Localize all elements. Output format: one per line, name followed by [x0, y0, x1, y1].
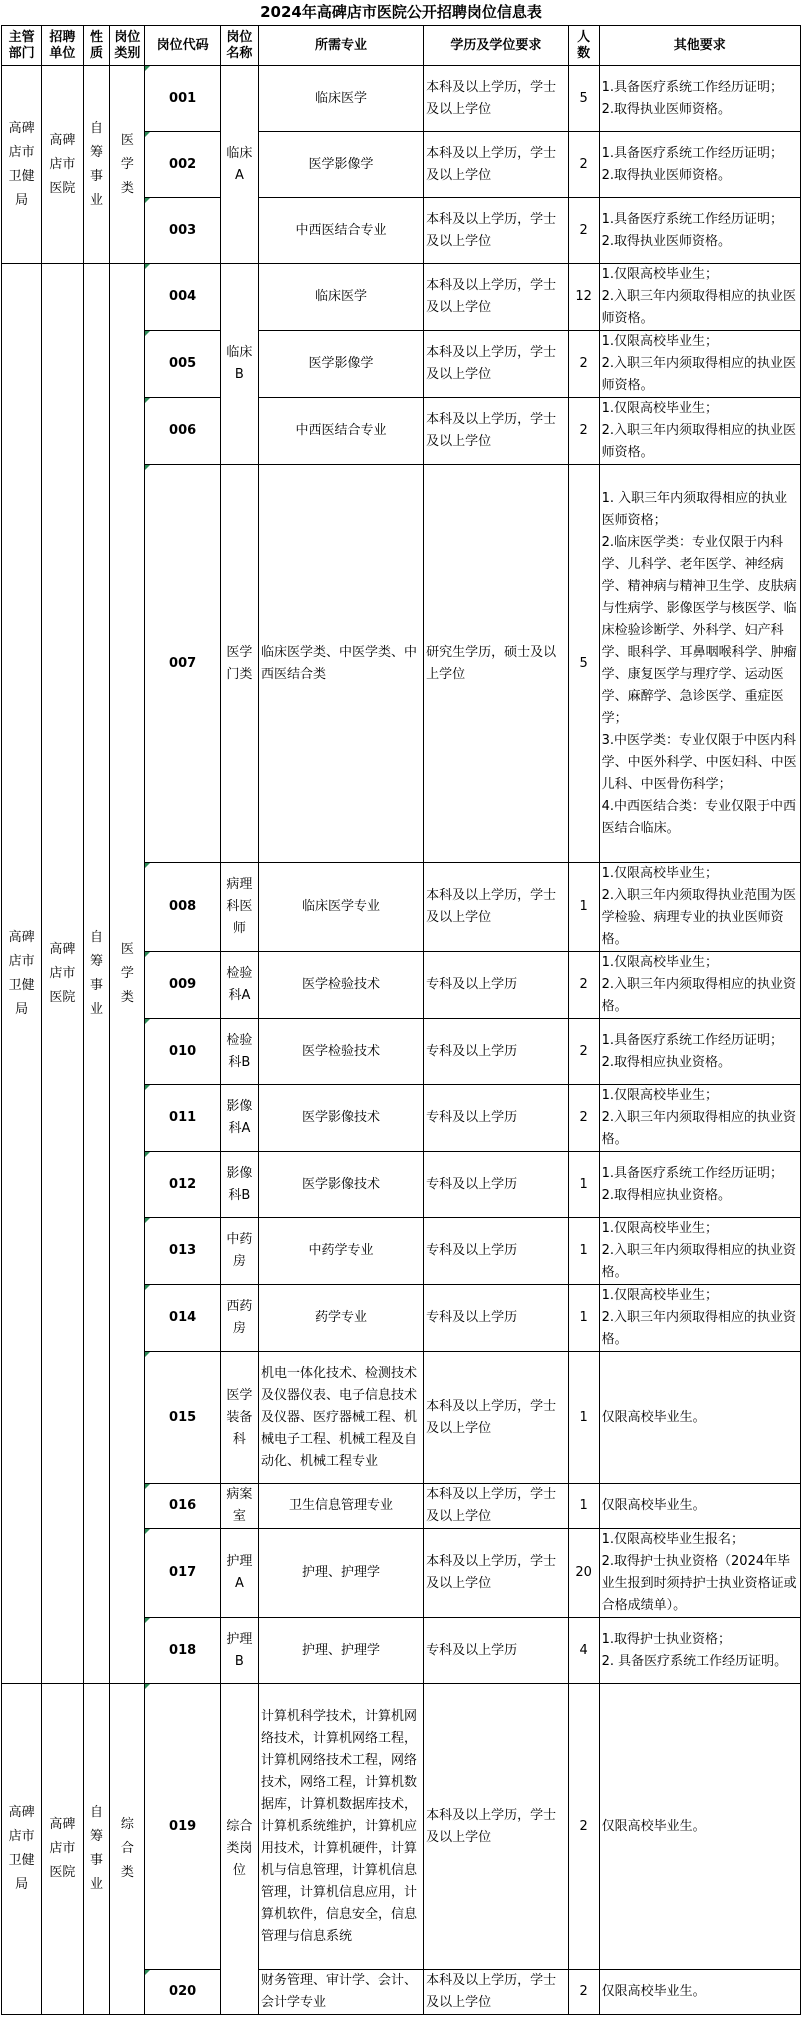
table-row — [2, 264, 801, 331]
major-cell: 护理、护理学 — [258, 1529, 423, 1618]
position-code-cell: 014 — [145, 1285, 220, 1352]
header-count: 人数 — [568, 26, 599, 66]
position-code-cell: 002 — [145, 132, 220, 198]
other-requirements-cell: 1. 入职三年内须取得相应的执业医师资格； 2.临床医学类：专业仅限于内科学、儿科学、老年医学、神经病学、精神病与精神卫生学、皮肤病与性病学、影像医学与核医学、临床检验诊断学、外科学、妇产科学、眼科学、耳鼻咽喉科学、肿瘤学、康复医学与理疗学、运动医学、麻醉学、急诊医学、重症医学； 3.中医学类：专业仅限于中医内科学、中医外科学、中医妇科、中医儿科、中医骨伤科学； 4.中西医结合类：专业仅限于中西医结合临床。 — [599, 465, 800, 863]
education-cell: 研究生学历，硕士及以上学位 — [424, 465, 569, 863]
header-row — [2, 26, 801, 66]
major-cell: 临床医学 — [258, 66, 423, 132]
other-requirements-cell: 仅限高校毕业生。 — [599, 1352, 800, 1484]
headcount-cell: 12 — [568, 264, 599, 331]
position-name-cell: 中药房 — [220, 1218, 258, 1285]
headcount-cell: 2 — [568, 1970, 599, 2015]
header-nature: 性质 — [83, 26, 110, 66]
position-name-cell: 检验科B — [220, 1019, 258, 1085]
education-cell: 本科及以上学历，学士及以上学位 — [424, 1684, 569, 1970]
headcount-cell: 5 — [568, 465, 599, 863]
group-nature-cell: 自筹事业 — [83, 66, 110, 264]
position-code-cell: 015 — [145, 1352, 220, 1484]
headcount-cell: 2 — [568, 1684, 599, 1970]
position-name-cell: 影像科A — [220, 1085, 258, 1152]
other-requirements-cell: 1.仅限高校毕业生； 2.入职三年内须取得相应的执业资格。 — [599, 1218, 800, 1285]
recruitment-table — [1, 25, 801, 2015]
major-cell: 中西医结合专业 — [258, 398, 423, 465]
headcount-cell: 1 — [568, 1484, 599, 1529]
table-row — [2, 66, 801, 132]
education-cell: 专科及以上学历 — [424, 1152, 569, 1218]
major-cell: 医学检验技术 — [258, 1019, 423, 1085]
position-name-cell: 病理科医师 — [220, 863, 258, 952]
headcount-cell: 2 — [568, 331, 599, 398]
other-requirements-cell: 1.仅限高校毕业生； 2.入职三年内须取得相应的执业资格。 — [599, 952, 800, 1019]
header-other: 其他要求 — [599, 26, 800, 66]
other-requirements-cell: 仅限高校毕业生。 — [599, 1684, 800, 1970]
page-title: 2024年高碑店市医院公开招聘岗位信息表 — [260, 3, 542, 21]
education-cell: 本科及以上学历，学士及以上学位 — [424, 264, 569, 331]
other-requirements-cell: 1.仅限高校毕业生； 2.入职三年内须取得相应的执业医师资格。 — [599, 398, 800, 465]
education-cell: 本科及以上学历，学士及以上学位 — [424, 66, 569, 132]
major-cell: 护理、护理学 — [258, 1618, 423, 1684]
group-category-cell: 综合类 — [110, 1684, 145, 2015]
headcount-cell: 2 — [568, 1019, 599, 1085]
header-code: 岗位代码 — [145, 26, 220, 66]
other-requirements-cell: 仅限高校毕业生。 — [599, 1970, 800, 2015]
major-cell: 临床医学专业 — [258, 863, 423, 952]
other-requirements-cell: 1.仅限高校毕业生报名； 2.取得护士执业资格（2024年毕业生报到时须持护士执业资格证或合格成绩单）。 — [599, 1529, 800, 1618]
position-name-cell: 检验科A — [220, 952, 258, 1019]
education-cell: 专科及以上学历 — [424, 1019, 569, 1085]
position-name-cell: 护理A — [220, 1529, 258, 1618]
header-name: 岗位名称 — [220, 26, 258, 66]
other-requirements-cell: 1.具备医疗系统工作经历证明； 2.取得执业医师资格。 — [599, 66, 800, 132]
other-requirements-cell: 1.取得护士执业资格； 2. 具备医疗系统工作经历证明。 — [599, 1618, 800, 1684]
other-requirements-cell: 1.仅限高校毕业生； 2.入职三年内须取得相应的执业资格。 — [599, 1285, 800, 1352]
header-dept: 主管部门 — [2, 26, 42, 66]
major-cell: 中西医结合专业 — [258, 198, 423, 264]
education-cell: 本科及以上学历，学士及以上学位 — [424, 1352, 569, 1484]
position-name-cell: 医学装备科 — [220, 1352, 258, 1484]
position-code-cell: 003 — [145, 198, 220, 264]
position-code-cell: 005 — [145, 331, 220, 398]
header-category: 岗位类别 — [110, 26, 145, 66]
group-unit-cell: 高碑店市医院 — [42, 66, 83, 264]
headcount-cell: 2 — [568, 398, 599, 465]
education-cell: 本科及以上学历，学士及以上学位 — [424, 198, 569, 264]
group-dept-cell: 高碑店市卫健局 — [2, 264, 42, 1684]
header-unit: 招聘单位 — [42, 26, 83, 66]
position-name-cell: 影像科B — [220, 1152, 258, 1218]
other-requirements-cell: 仅限高校毕业生。 — [599, 1484, 800, 1529]
position-code-cell: 013 — [145, 1218, 220, 1285]
group-unit-cell: 高碑店市医院 — [42, 1684, 83, 2015]
position-name-cell: 西药房 — [220, 1285, 258, 1352]
headcount-cell: 2 — [568, 952, 599, 1019]
group-unit-cell: 高碑店市医院 — [42, 264, 83, 1684]
header-edu: 学历及学位要求 — [424, 26, 569, 66]
education-cell: 本科及以上学历，学士及以上学位 — [424, 1970, 569, 2015]
position-code-cell: 020 — [145, 1970, 220, 2015]
position-name-cell: 临床B — [220, 264, 258, 465]
headcount-cell: 2 — [568, 1085, 599, 1152]
position-code-cell: 004 — [145, 264, 220, 331]
header-major: 所需专业 — [258, 26, 423, 66]
other-requirements-cell: 1.具备医疗系统工作经历证明； 2.取得相应执业资格。 — [599, 1019, 800, 1085]
other-requirements-cell: 1.具备医疗系统工作经历证明； 2.取得相应执业资格。 — [599, 1152, 800, 1218]
position-name-cell: 病案室 — [220, 1484, 258, 1529]
major-cell: 机电一体化技术、检测技术及仪器仪表、电子信息技术及仪器、医疗器械工程、机械电子工程、机械工程及自动化、机械工程专业 — [258, 1352, 423, 1484]
major-cell: 财务管理、审计学、会计、会计学专业 — [258, 1970, 423, 2015]
group-dept-cell: 高碑店市卫健局 — [2, 1684, 42, 2015]
other-requirements-cell: 1.仅限高校毕业生； 2.入职三年内须取得相应的执业资格。 — [599, 1085, 800, 1152]
education-cell: 本科及以上学历，学士及以上学位 — [424, 132, 569, 198]
education-cell: 专科及以上学历 — [424, 1618, 569, 1684]
group-dept-cell: 高碑店市卫健局 — [2, 66, 42, 264]
group-category-cell: 医学类 — [110, 66, 145, 264]
education-cell: 本科及以上学历，学士及以上学位 — [424, 1484, 569, 1529]
position-code-cell: 009 — [145, 952, 220, 1019]
major-cell: 医学检验技术 — [258, 952, 423, 1019]
position-name-cell: 综合类岗位 — [220, 1684, 258, 2015]
position-code-cell: 006 — [145, 398, 220, 465]
headcount-cell: 2 — [568, 132, 599, 198]
other-requirements-cell: 1.具备医疗系统工作经历证明； 2.取得执业医师资格。 — [599, 198, 800, 264]
headcount-cell: 1 — [568, 863, 599, 952]
table-row — [2, 1684, 801, 1970]
headcount-cell: 20 — [568, 1529, 599, 1618]
position-code-cell: 017 — [145, 1529, 220, 1618]
group-category-cell: 医学类 — [110, 264, 145, 1684]
headcount-cell: 1 — [568, 1218, 599, 1285]
major-cell: 医学影像学 — [258, 331, 423, 398]
headcount-cell: 4 — [568, 1618, 599, 1684]
major-cell: 中药学专业 — [258, 1218, 423, 1285]
other-requirements-cell: 1.仅限高校毕业生； 2.入职三年内须取得相应的执业医师资格。 — [599, 331, 800, 398]
major-cell: 医学影像技术 — [258, 1085, 423, 1152]
position-name-cell: 护理B — [220, 1618, 258, 1684]
position-code-cell: 016 — [145, 1484, 220, 1529]
group-nature-cell: 自筹事业 — [83, 264, 110, 1684]
education-cell: 专科及以上学历 — [424, 1085, 569, 1152]
position-code-cell: 012 — [145, 1152, 220, 1218]
position-code-cell: 010 — [145, 1019, 220, 1085]
education-cell: 本科及以上学历，学士及以上学位 — [424, 331, 569, 398]
education-cell: 专科及以上学历 — [424, 952, 569, 1019]
table-body — [2, 66, 801, 2015]
position-name-cell: 临床A — [220, 66, 258, 264]
major-cell: 药学专业 — [258, 1285, 423, 1352]
other-requirements-cell: 1.仅限高校毕业生； 2.入职三年内须取得相应的执业医师资格。 — [599, 264, 800, 331]
position-code-cell: 011 — [145, 1085, 220, 1152]
other-requirements-cell: 1.具备医疗系统工作经历证明； 2.取得执业医师资格。 — [599, 132, 800, 198]
major-cell: 计算机科学技术，计算机网络技术，计算机网络工程，计算机网络技术工程，网络技术，网络工程，计算机数据库，计算机数据库技术，计算机系统维护，计算机应用技术，计算机硬件，计算机与信息管理，计算机信息管理，计算机信息应用，计算机软件，信息安全，信息管理与信息系统 — [258, 1684, 423, 1970]
education-cell: 本科及以上学历，学士及以上学位 — [424, 1529, 569, 1618]
position-code-cell: 001 — [145, 66, 220, 132]
headcount-cell: 1 — [568, 1152, 599, 1218]
group-nature-cell: 自筹事业 — [83, 1684, 110, 2015]
position-code-cell: 018 — [145, 1618, 220, 1684]
position-code-cell: 019 — [145, 1684, 220, 1970]
major-cell: 临床医学 — [258, 264, 423, 331]
major-cell: 卫生信息管理专业 — [258, 1484, 423, 1529]
education-cell: 专科及以上学历 — [424, 1285, 569, 1352]
position-code-cell: 007 — [145, 465, 220, 863]
other-requirements-cell: 1.仅限高校毕业生； 2.入职三年内须取得执业范围为医学检验、病理专业的执业医师资格。 — [599, 863, 800, 952]
position-code-cell: 008 — [145, 863, 220, 952]
headcount-cell: 5 — [568, 66, 599, 132]
headcount-cell: 1 — [568, 1285, 599, 1352]
education-cell: 本科及以上学历，学士及以上学位 — [424, 863, 569, 952]
headcount-cell: 1 — [568, 1352, 599, 1484]
headcount-cell: 2 — [568, 198, 599, 264]
position-name-cell: 医学门类 — [220, 465, 258, 863]
major-cell: 医学影像技术 — [258, 1152, 423, 1218]
major-cell: 医学影像学 — [258, 132, 423, 198]
education-cell: 本科及以上学历，学士及以上学位 — [424, 398, 569, 465]
education-cell: 专科及以上学历 — [424, 1218, 569, 1285]
major-cell: 临床医学类、中医学类、中西医结合类 — [258, 465, 423, 863]
